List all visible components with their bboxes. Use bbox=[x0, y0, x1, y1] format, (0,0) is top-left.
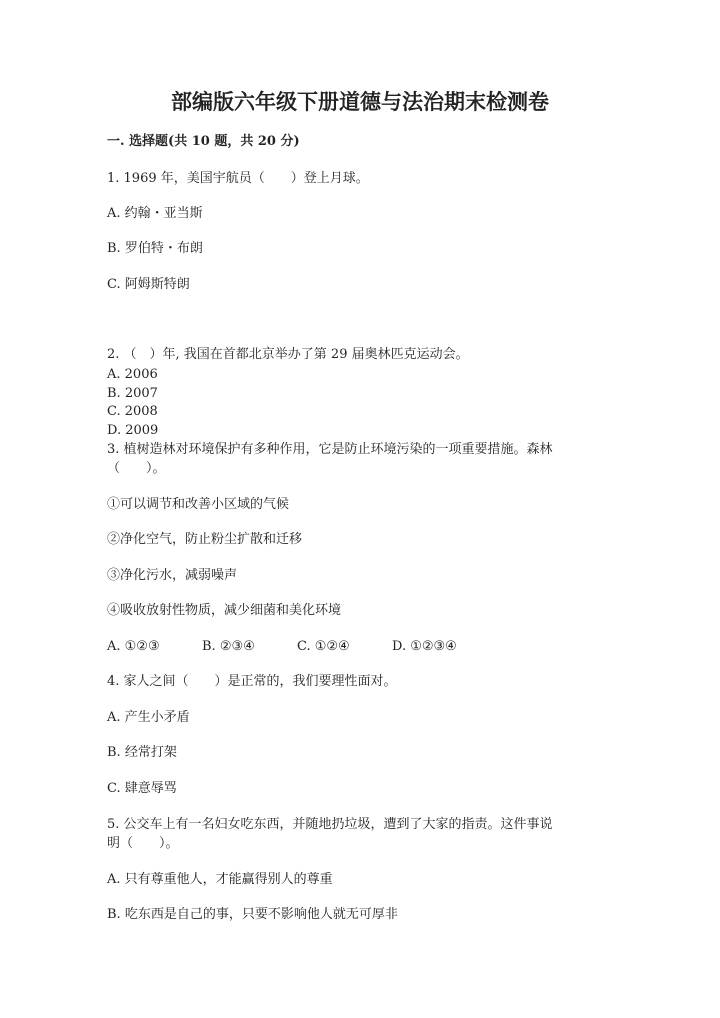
question-3-option-b: B. ②③④ bbox=[202, 639, 255, 654]
question-5-stem-line-2: 明（ ）。 bbox=[107, 836, 179, 851]
section-heading: 一. 选择题(共 10 题，共 20 分) bbox=[107, 134, 300, 149]
question-3-stem-line-1: 3. 植树造林对环境保护有多种作用，它是防止环境污染的一项重要措施。森林 bbox=[107, 442, 553, 457]
question-5-stem-line-1: 5. 公交车上有一名妇女吃东西，并随地扔垃圾，遭到了大家的指责。这件事说 bbox=[107, 817, 553, 832]
question-1-stem: 1. 1969 年，美国宇航员（ ）登上月球。 bbox=[107, 171, 369, 186]
question-3-option-d: D. ①②③④ bbox=[392, 639, 457, 654]
question-1-option-a: A. 约翰・亚当斯 bbox=[107, 206, 203, 221]
question-3-option-c: C. ①②④ bbox=[297, 639, 350, 654]
question-2-option-c: C. 2008 bbox=[107, 404, 158, 419]
question-4-option-a: A. 产生小矛盾 bbox=[107, 710, 190, 725]
question-4-option-c: C. 肆意辱骂 bbox=[107, 781, 177, 796]
question-5-option-b: B. 吃东西是自己的事，只要不影响他人就无可厚非 bbox=[107, 907, 398, 922]
question-3-option-a: A. ①②③ bbox=[107, 639, 160, 654]
question-3-item-1: ①可以调节和改善小区域的气候 bbox=[107, 497, 290, 512]
question-3-item-2: ②净化空气，防止粉尘扩散和迁移 bbox=[107, 532, 303, 547]
question-2-stem: 2. （ ）年, 我国在首都北京举办了第 29 届奥林匹克运动会。 bbox=[107, 347, 469, 362]
question-2-option-b: B. 2007 bbox=[107, 386, 158, 401]
question-1-option-c: C. 阿姆斯特朗 bbox=[107, 277, 190, 292]
question-3-item-4: ④吸收放射性物质，减少细菌和美化环境 bbox=[107, 603, 342, 618]
question-2-option-d: D. 2009 bbox=[107, 423, 159, 438]
question-5-option-a: A. 只有尊重他人，才能赢得别人的尊重 bbox=[107, 872, 333, 887]
question-4-stem: 4. 家人之间（ ）是正常的，我们要理性面对。 bbox=[107, 674, 397, 689]
question-1-option-b: B. 罗伯特・布朗 bbox=[107, 241, 203, 256]
page-title: 部编版六年级下册道德与法治期末检测卷 bbox=[171, 89, 549, 114]
question-2-option-a: A. 2006 bbox=[107, 367, 158, 382]
question-4-option-b: B. 经常打架 bbox=[107, 745, 177, 760]
question-3-item-3: ③净化污水，减弱噪声 bbox=[107, 568, 238, 583]
question-3-stem-line-2: （ ）。 bbox=[107, 461, 166, 476]
